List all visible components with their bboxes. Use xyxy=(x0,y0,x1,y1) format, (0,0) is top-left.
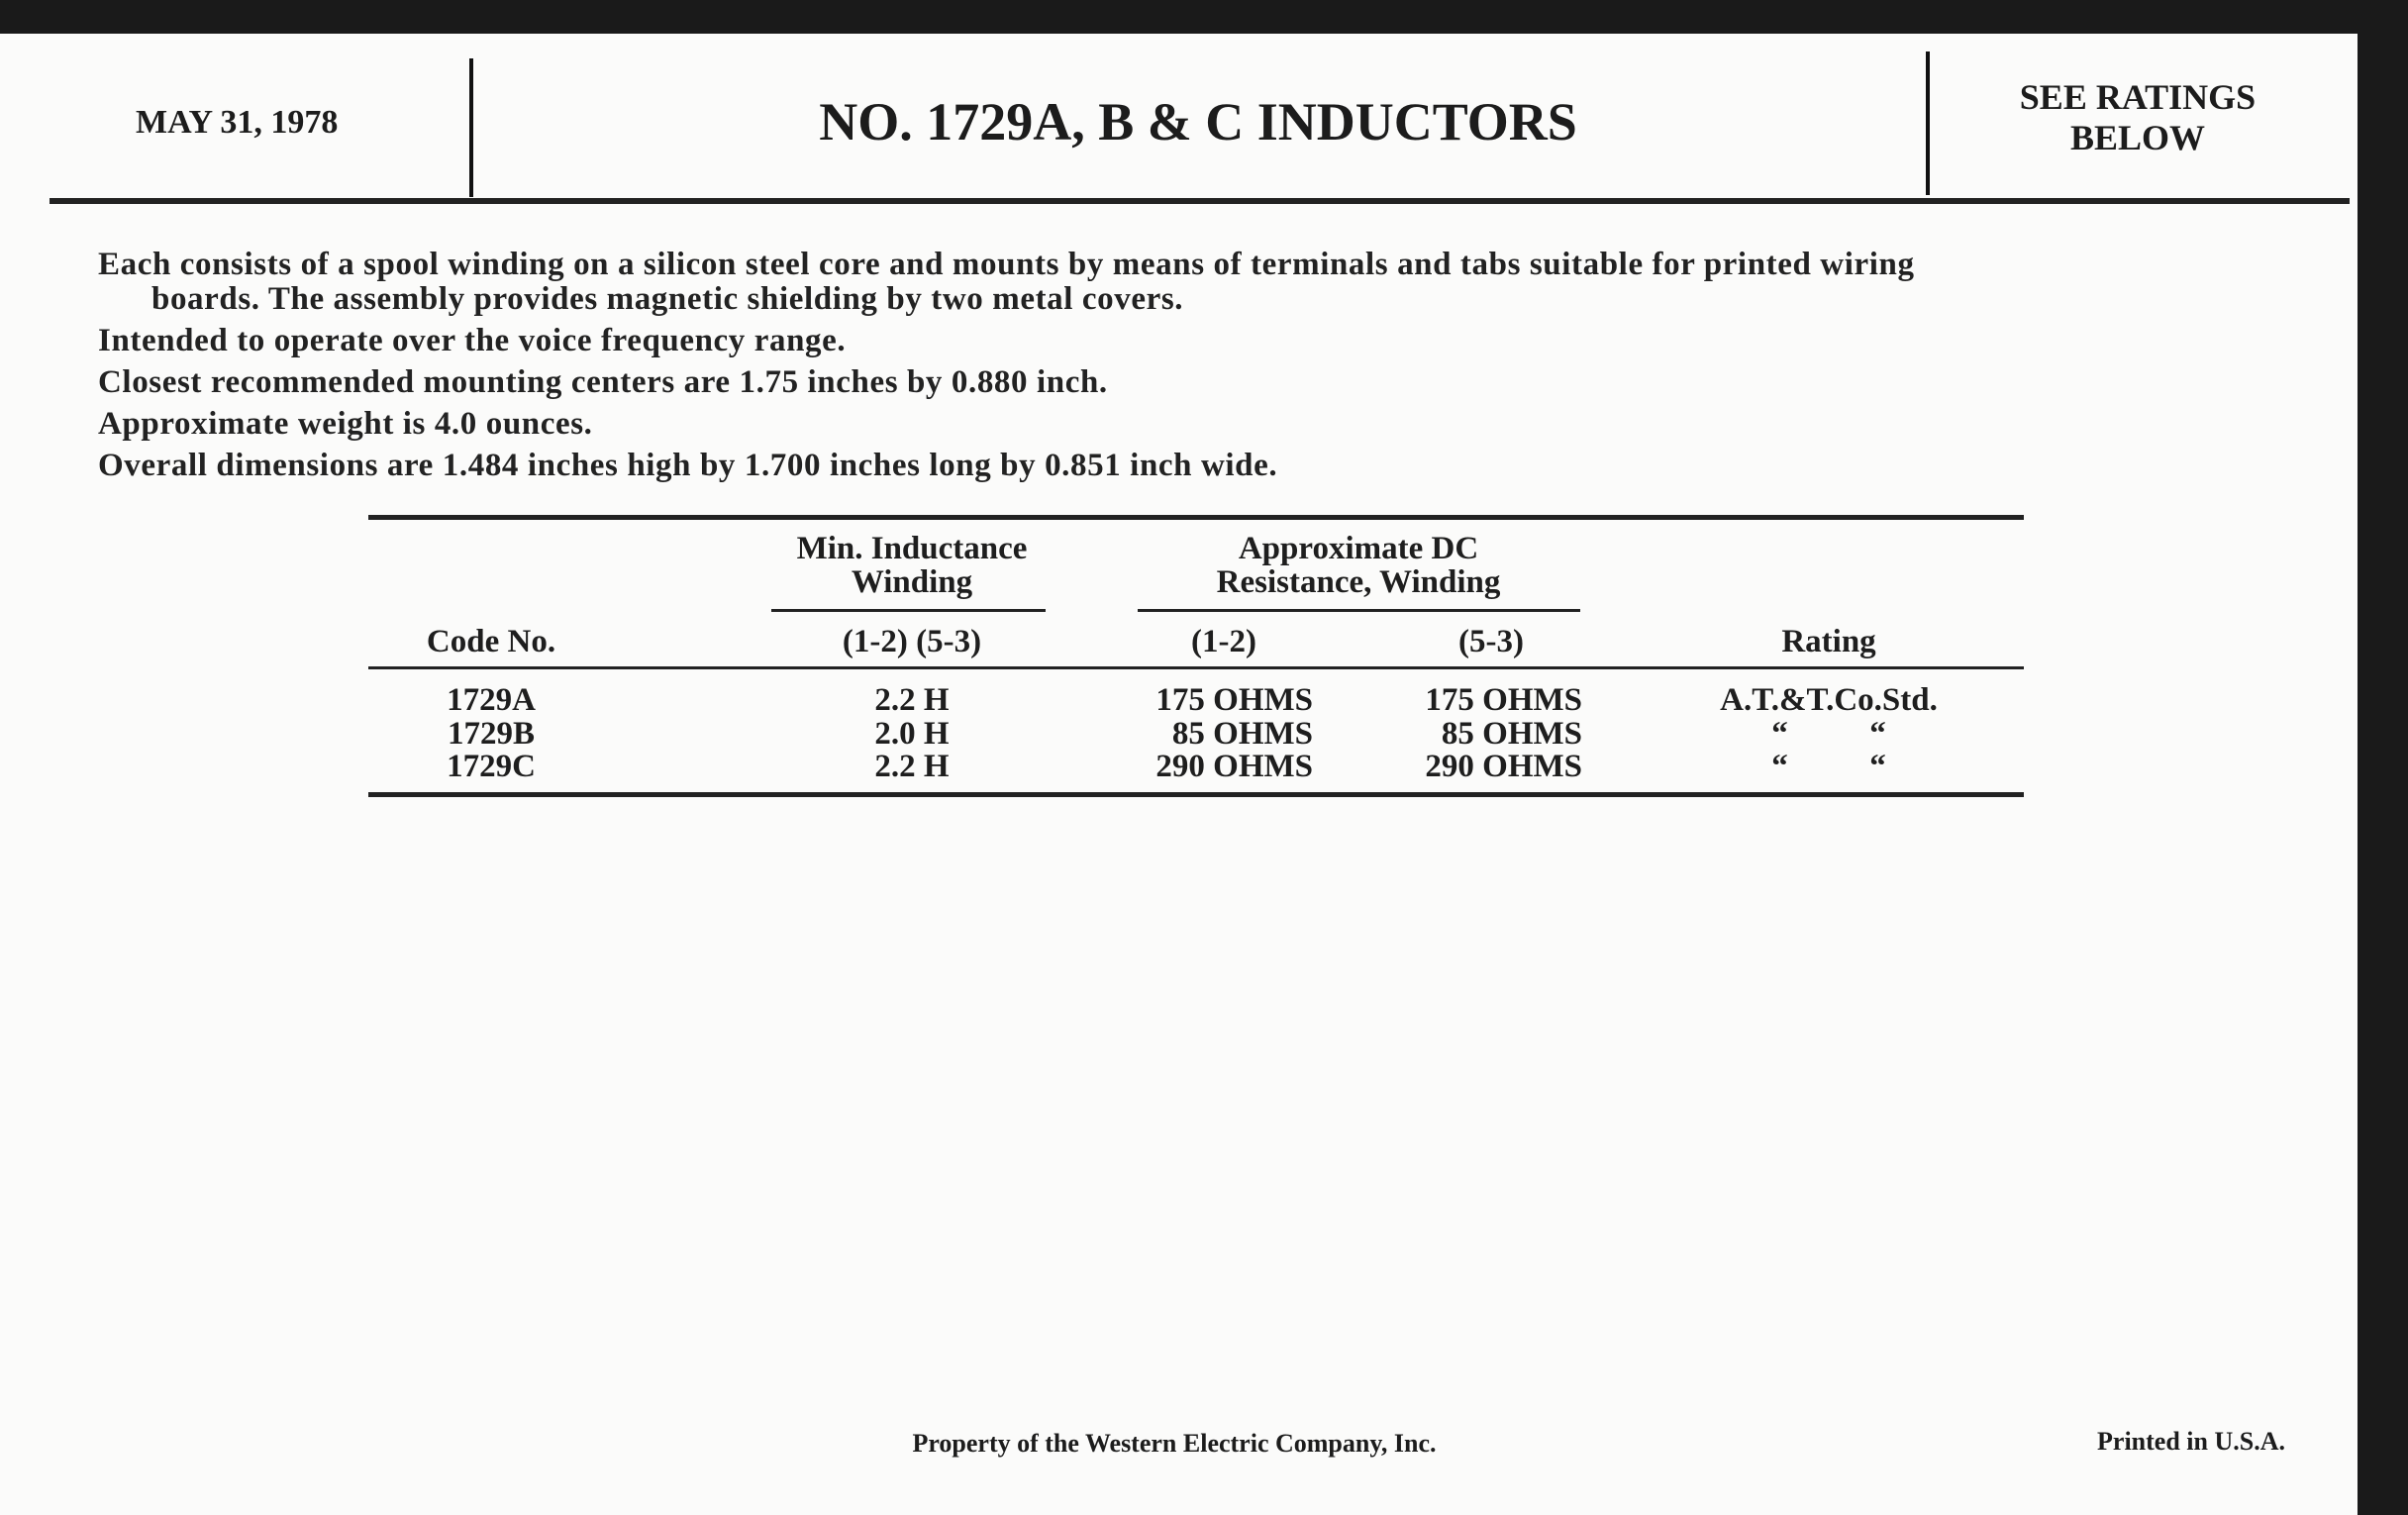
description-line: boards. The assembly provides magnetic shielding by two metal covers. xyxy=(151,281,1184,317)
header-divider xyxy=(1926,51,1930,195)
header-divider xyxy=(469,58,473,197)
column-header-rating: Rating xyxy=(1781,624,1876,659)
inductance-cell: 2.2 H xyxy=(874,682,950,718)
table-bottom-rule xyxy=(368,792,2024,797)
description-line: Overall dimensions are 1.484 inches high by 1.700 inches long by 0.851 inch wide. xyxy=(98,448,1278,483)
rating-cell: A.T.&T.Co.Std. xyxy=(1720,682,1938,718)
code-cell: 1729A xyxy=(447,682,536,718)
resistance-1-2-cell: 85 OHMS xyxy=(1171,716,1313,752)
issue-date: MAY 31, 1978 xyxy=(136,104,339,141)
description-line: Each consists of a spool winding on a silicon steel core and mounts by means of terminals and tabs suitable for printed wiring xyxy=(98,247,1915,282)
description-line: Approximate weight is 4.0 ounces. xyxy=(98,406,593,442)
column-header-code: Code No. xyxy=(426,624,556,659)
group-header-line: Approximate DC xyxy=(1238,531,1479,566)
printed-notice: Printed in U.S.A. xyxy=(2097,1427,2285,1456)
group-underline xyxy=(771,609,1046,612)
inductance-cell: 2.0 H xyxy=(874,716,950,752)
group-header-inductance xyxy=(797,532,1028,599)
resistance-1-2-cell: 290 OHMS xyxy=(1155,749,1313,784)
resistance-5-3-cell: 85 OHMS xyxy=(1441,716,1582,752)
table-header-rule xyxy=(368,666,2024,669)
description-line: Intended to operate over the voice frequency range. xyxy=(98,323,847,358)
inductance-cell: 2.2 H xyxy=(874,749,950,784)
page-title: NO. 1729A, B & C INDUCTORS xyxy=(819,92,1577,152)
resistance-1-2-cell: 175 OHMS xyxy=(1155,682,1313,718)
ratings-note-line: BELOW xyxy=(2069,118,2206,157)
column-header-resistance-5-3: (5-3) xyxy=(1458,624,1524,659)
group-header-line: Winding xyxy=(851,564,973,600)
ratings-note-line: SEE RATINGS xyxy=(2019,77,2257,117)
group-underline xyxy=(1138,609,1580,612)
resistance-5-3-cell: 290 OHMS xyxy=(1425,749,1582,784)
code-cell: 1729B xyxy=(447,716,536,752)
group-header-line: Min. Inductance xyxy=(796,531,1028,566)
rating-cell: “ “ xyxy=(1771,716,1886,752)
column-header-inductance: (1-2) (5-3) xyxy=(842,624,982,659)
header-rule xyxy=(50,198,2350,204)
property-notice: Property of the Western Electric Company, Inc. xyxy=(912,1429,1437,1458)
ratings-note xyxy=(2020,77,2256,158)
group-header-line: Resistance, Winding xyxy=(1216,564,1501,600)
description-line: Closest recommended mounting centers are 1.75 inches by 0.880 inch. xyxy=(98,364,1108,400)
code-cell: 1729C xyxy=(447,749,536,784)
group-header-resistance xyxy=(1217,532,1501,599)
resistance-5-3-cell: 175 OHMS xyxy=(1425,682,1582,718)
rating-cell: “ “ xyxy=(1771,749,1886,784)
column-header-resistance-1-2: (1-2) xyxy=(1191,624,1256,659)
table-top-rule xyxy=(368,515,2024,520)
